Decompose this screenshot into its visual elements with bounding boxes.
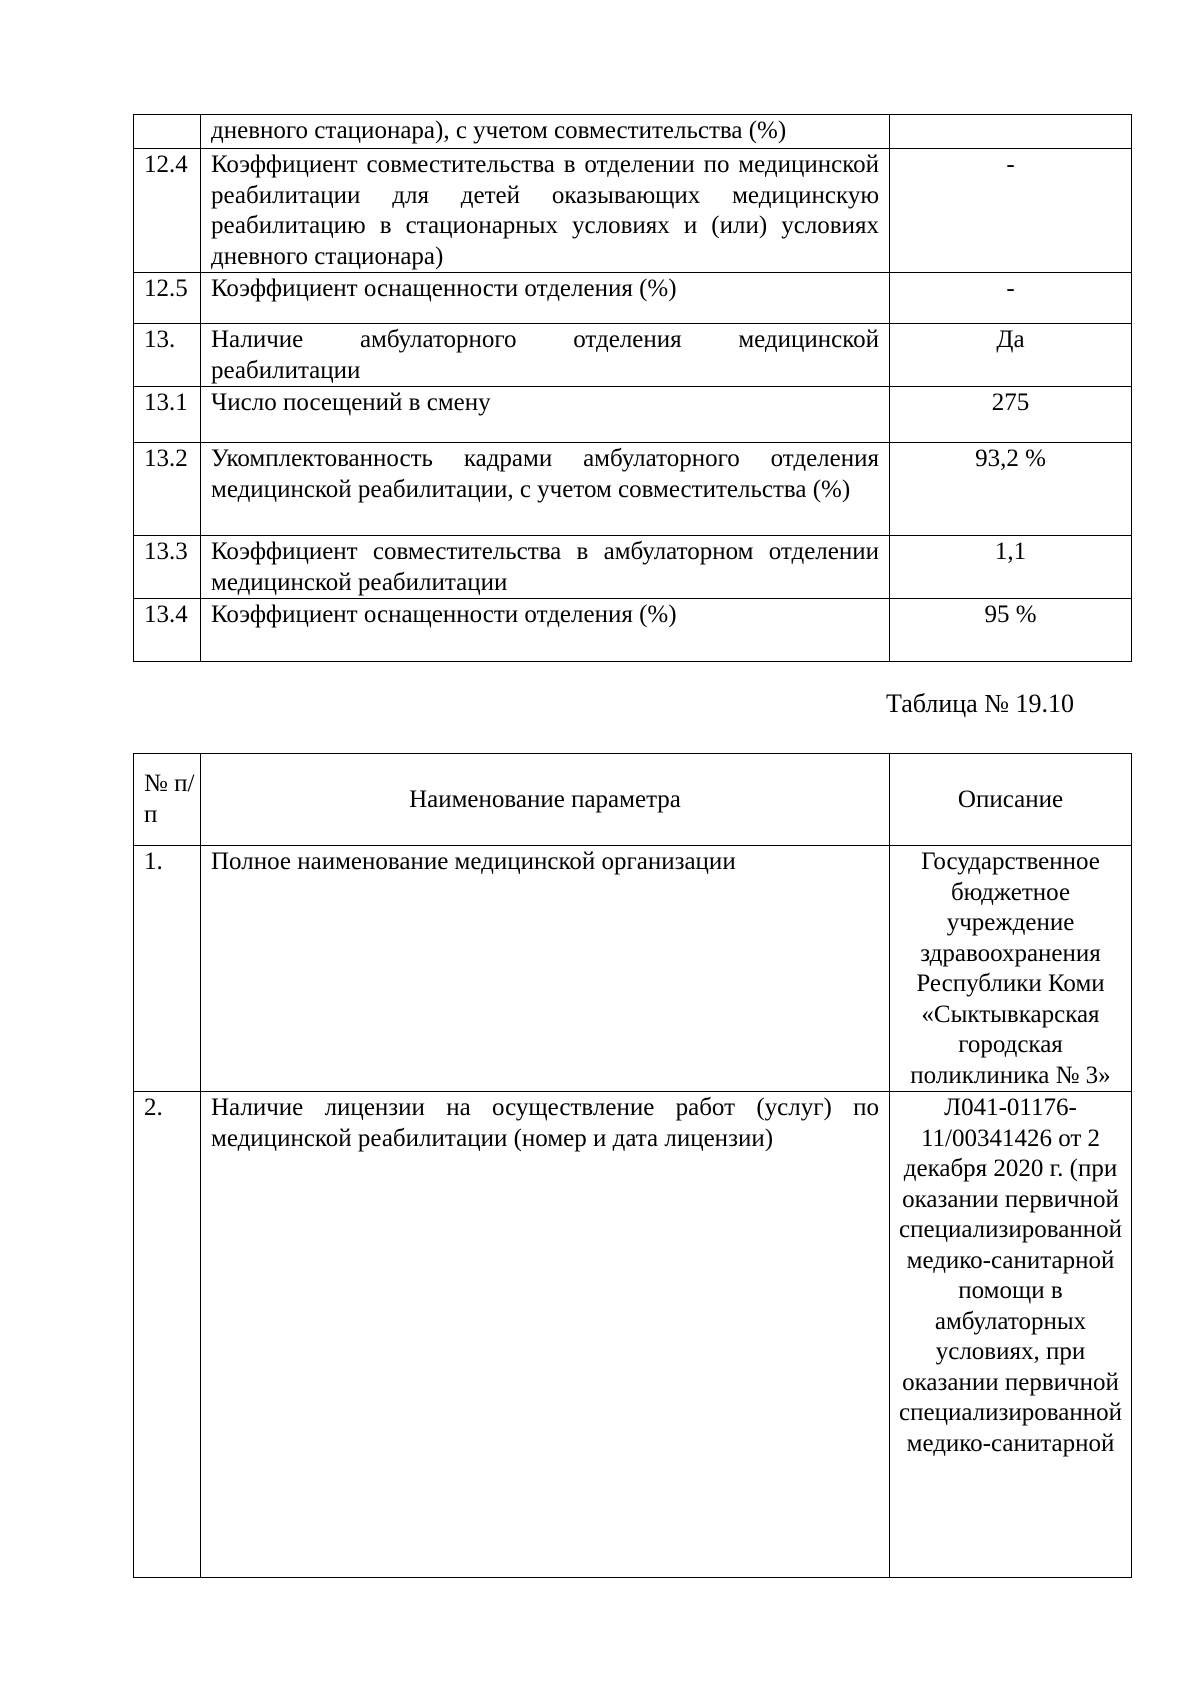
column-header-name: Наименование параметра [201, 754, 890, 846]
row-number: 1. [134, 846, 201, 1092]
table-row [134, 443, 1132, 536]
table-row [134, 599, 1132, 662]
parameter-value: - [890, 149, 1132, 273]
table-row [134, 149, 1132, 273]
table-row [134, 1092, 1132, 1578]
table-row [134, 536, 1132, 599]
row-number [134, 115, 201, 149]
row-number: 12.5 [134, 273, 201, 324]
parameter-value: Да [890, 324, 1132, 387]
parameter-name: Коэффициент совместительства в отделении по медицинской реабилитации для детей оказывающих медицинскую реабилитацию в стационарных условиях и (или) условиях дневного стационара) [201, 149, 890, 273]
parameters-table-continued [133, 114, 1132, 662]
row-number: 12.4 [134, 149, 201, 273]
parameter-name: Коэффициент совместительства в амбулаторном отделении медицинской реабилитации [201, 536, 890, 599]
table-row [134, 273, 1132, 324]
row-number: 13.1 [134, 387, 201, 443]
parameter-value [890, 115, 1132, 149]
table-header-row [134, 754, 1132, 846]
parameter-name: дневного стационара), с учетом совместительства (%) [201, 115, 890, 149]
table-row [134, 846, 1132, 1092]
parameter-description: Государственное бюджетное учреждение здравоохранения Республики Коми «Сыктывкарская городская поликлиника № 3» [890, 846, 1132, 1092]
parameter-name: Наличие амбулаторного отделения медицинской реабилитации [201, 324, 890, 387]
parameter-value: 95 % [890, 599, 1132, 662]
row-number: 13.4 [134, 599, 201, 662]
parameter-value: 275 [890, 387, 1132, 443]
parameter-value: 1,1 [890, 536, 1132, 599]
parameter-name: Наличие лицензии на осуществление работ (услуг) по медицинской реабилитации (номер и дата лицензии) [201, 1092, 890, 1578]
parameter-name: Укомплектованность кадрами амбулаторного отделения медицинской реабилитации, с учетом совместительства (%) [201, 443, 890, 536]
column-header-number: № п/п [134, 754, 201, 846]
row-number: 13.3 [134, 536, 201, 599]
table-caption: Таблица № 19.10 [886, 689, 1075, 718]
row-number: 13. [134, 324, 201, 387]
parameters-table [133, 753, 1132, 1578]
parameter-name: Полное наименование медицинской организации [201, 846, 890, 1092]
parameter-name: Коэффициент оснащенности отделения (%) [201, 273, 890, 324]
parameter-description: Л041-01176-11/00341426 от 2 декабря 2020 г. (при оказании первичной специализированной медико-санитарной помощи в амбулаторных условиях, при оказании первичной специализированной медико-санитарной [890, 1092, 1132, 1578]
table-row [134, 324, 1132, 387]
table-row [134, 115, 1132, 149]
parameter-value: - [890, 273, 1132, 324]
parameter-value: 93,2 % [890, 443, 1132, 536]
parameter-name: Число посещений в смену [201, 387, 890, 443]
table-row [134, 387, 1132, 443]
row-number: 13.2 [134, 443, 201, 536]
column-header-description: Описание [890, 754, 1132, 846]
row-number: 2. [134, 1092, 201, 1578]
parameter-name: Коэффициент оснащенности отделения (%) [201, 599, 890, 662]
